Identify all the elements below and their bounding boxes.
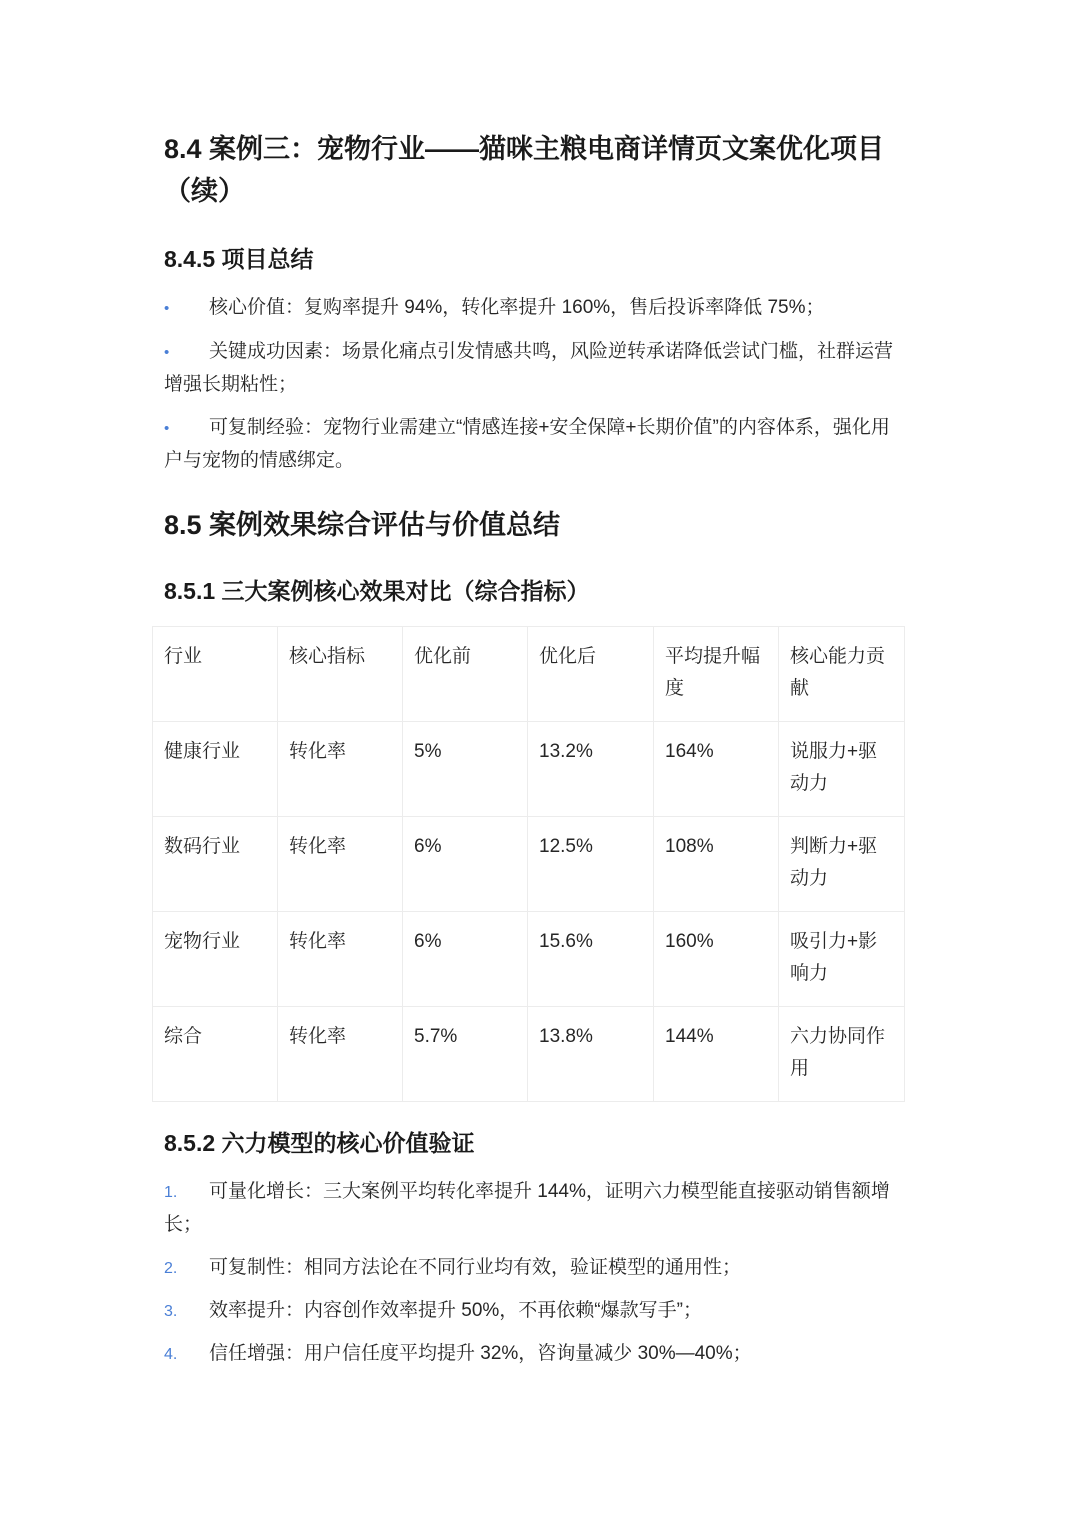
table-cell: 转化率 — [278, 817, 403, 912]
bullet-icon: • — [164, 344, 170, 361]
list-item — [164, 1338, 908, 1371]
validation-item-text: 可量化增长：三大案例平均转化率提升 144%，证明六力模型能直接驱动销售额增长； — [164, 1181, 890, 1235]
validation-item-text: 效率提升：内容创作效率提升 50%，不再依赖“爆款写手”； — [209, 1300, 702, 1321]
comparison-table — [152, 626, 905, 1102]
table-row — [153, 1007, 905, 1102]
column-header: 平均提升幅度 — [654, 627, 779, 722]
table-cell: 6% — [403, 817, 528, 912]
table-cell: 六力协同作用 — [779, 1007, 905, 1102]
table-cell: 转化率 — [278, 1007, 403, 1102]
bullet-icon: • — [164, 300, 170, 317]
table-cell: 判断力+驱动力 — [779, 817, 905, 912]
table-cell: 说服力+驱动力 — [779, 722, 905, 817]
list-item — [164, 412, 908, 477]
section-title: 8.4 案例三：宠物行业——猫咪主粮电商详情页文案优化项目（续） — [164, 134, 885, 206]
bullet-icon: • — [164, 420, 170, 437]
validation-item-text: 信任增强：用户信任度平均提升 32%，咨询量减少 30%—40%； — [209, 1343, 752, 1364]
table-cell: 13.2% — [528, 722, 654, 817]
table-cell: 160% — [654, 912, 779, 1007]
table-cell: 13.8% — [528, 1007, 654, 1102]
table-cell: 5% — [403, 722, 528, 817]
summary-item-text: 核心价值：复购率提升 94%，转化率提升 160%，售后投诉率降低 75%； — [209, 297, 825, 318]
list-item — [164, 1252, 908, 1285]
list-item — [164, 1295, 908, 1328]
table-cell: 数码行业 — [153, 817, 278, 912]
validation-item-text: 可复制性：相同方法论在不同行业均有效，验证模型的通用性； — [209, 1257, 742, 1278]
comparison-heading: 8.5.1 三大案例核心效果对比（综合指标） — [164, 578, 590, 604]
list-item — [164, 292, 908, 325]
table-row — [153, 817, 905, 912]
validation-heading: 8.5.2 六力模型的核心价值验证 — [164, 1130, 475, 1156]
column-header: 核心指标 — [278, 627, 403, 722]
list-item — [164, 1176, 908, 1241]
table-cell: 108% — [654, 817, 779, 912]
summary-item-text: 可复制经验：宠物行业需建立“情感连接+安全保障+长期价值”的内容体系，强化用户与宠物的情感绑定。 — [164, 417, 890, 471]
list-number: 1. — [164, 1184, 178, 1201]
evaluation-title: 8.5 案例效果综合评估与价值总结 — [164, 510, 561, 540]
column-header: 优化前 — [403, 627, 528, 722]
table-cell: 综合 — [153, 1007, 278, 1102]
list-item — [164, 336, 908, 401]
list-number: 4. — [164, 1346, 178, 1363]
table-cell: 宠物行业 — [153, 912, 278, 1007]
summary-item-text: 关键成功因素：场景化痛点引发情感共鸣，风险逆转承诺降低尝试门槛，社群运营增强长期粘性； — [164, 341, 894, 395]
table-row — [153, 912, 905, 1007]
table-cell: 转化率 — [278, 722, 403, 817]
list-number: 3. — [164, 1303, 178, 1320]
column-header: 核心能力贡献 — [779, 627, 905, 722]
table-cell: 健康行业 — [153, 722, 278, 817]
table-cell: 转化率 — [278, 912, 403, 1007]
table-cell: 6% — [403, 912, 528, 1007]
table-row — [153, 722, 905, 817]
column-header: 行业 — [153, 627, 278, 722]
list-number: 2. — [164, 1260, 178, 1277]
table-cell: 144% — [654, 1007, 779, 1102]
table-cell: 吸引力+影响力 — [779, 912, 905, 1007]
table-cell: 12.5% — [528, 817, 654, 912]
column-header: 优化后 — [528, 627, 654, 722]
table-header-row — [153, 627, 905, 722]
table-cell: 164% — [654, 722, 779, 817]
summary-heading: 8.4.5 项目总结 — [164, 246, 314, 272]
table-cell: 15.6% — [528, 912, 654, 1007]
table-cell: 5.7% — [403, 1007, 528, 1102]
